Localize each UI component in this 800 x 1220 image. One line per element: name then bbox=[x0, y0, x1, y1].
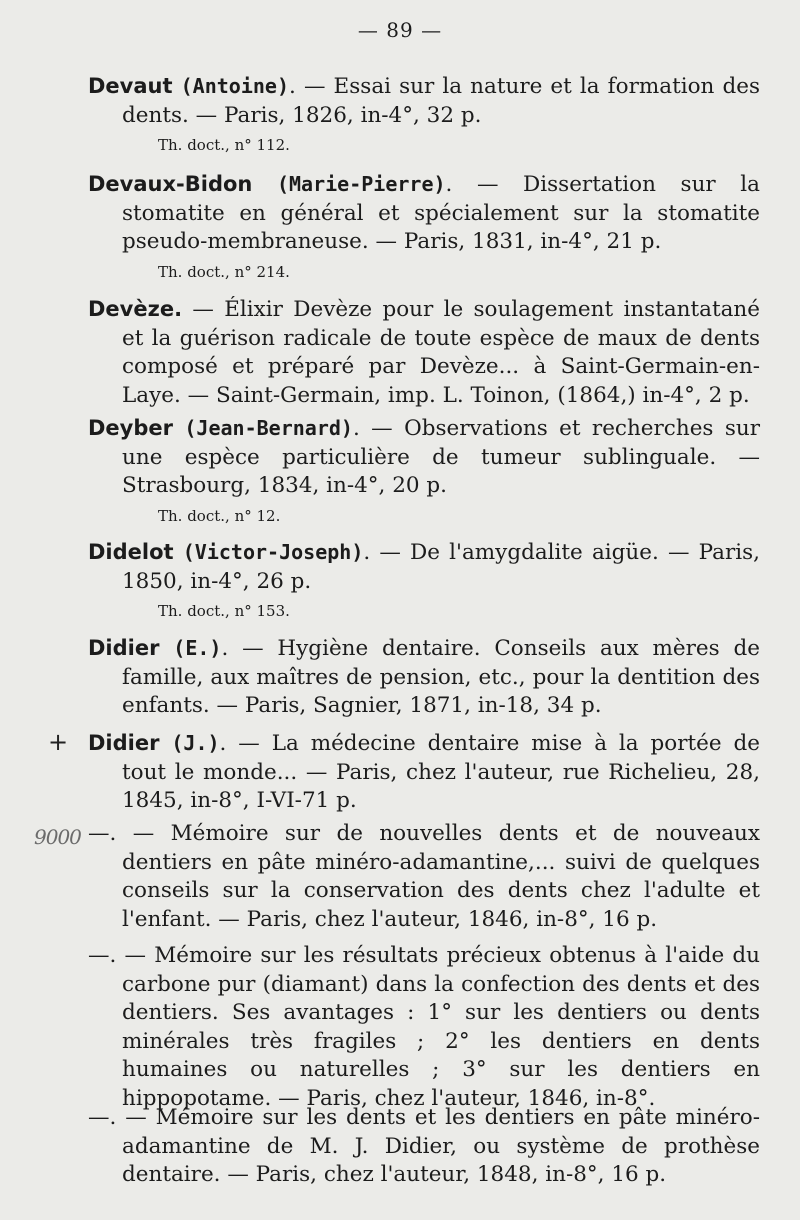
entry-text bbox=[88, 634, 760, 721]
entry-author: Didier bbox=[88, 731, 160, 755]
entry-text bbox=[88, 72, 760, 130]
bibliography-entry bbox=[88, 295, 760, 410]
entry-author-detail: (Marie-Pierre) bbox=[276, 172, 446, 196]
entry-author-detail: (J.) bbox=[171, 731, 220, 755]
entry-text bbox=[88, 942, 760, 1113]
entry-author-detail: (Jean-Bernard) bbox=[184, 416, 353, 440]
entry-author: Devaut bbox=[88, 74, 173, 98]
entry-author: Didier bbox=[88, 636, 160, 660]
entry-author: Deyber bbox=[88, 416, 173, 440]
entry-description: —. — Mémoire sur les résultats précieux obtenus à l'aide du carbone pur (diamant) dans la confection des dents et des dentiers. Ses avantages : 1° sur les dentiers ou dents minérales très fragiles ; 2° les dentiers en dents humaines ou naturelles ; 3° sur les dentiers en hippopotame. — Paris, chez l'auteur, 1846, in-8°. bbox=[88, 943, 760, 1111]
bibliography-entry bbox=[88, 820, 760, 934]
entry-note: Th. doct., n° 214. bbox=[158, 262, 290, 281]
entry-author-detail: (E.) bbox=[173, 636, 222, 660]
entry-text bbox=[88, 295, 760, 410]
entry-description: . — De l'amygdalite aigüe. — Paris, 1850, in-4°, 26 p. bbox=[122, 540, 760, 594]
bibliography-entry bbox=[88, 942, 760, 1113]
entry-description: . — Dissertation sur la stomatite en général et spécialement sur la stomatite pseudo-membraneuse. — Paris, 1831, in-4°, 21 p. bbox=[122, 172, 760, 254]
entry-description: —. — Mémoire sur de nouvelles dents et de nouveaux dentiers en pâte minéro-adamantine,... suivi de quelques conseils sur la conservation des dents chez l'adulte et l'enfant. — Paris, chez l'auteur, 1846, in-8°, 16 p. bbox=[88, 821, 760, 932]
bibliography-entry bbox=[88, 414, 760, 526]
handwritten-margin-note: 9000 bbox=[34, 825, 81, 849]
entry-text bbox=[88, 538, 760, 596]
entry-description: —. — Mémoire sur les dents et les dentiers en pâte minéro-adamantine de M. J. Didier, ou système de prothèse dentaire. — Paris, chez l'auteur, 1848, in-8°, 16 p. bbox=[88, 1105, 760, 1187]
entry-description: — Élixir Devèze pour le soulagement instantatané et la guérison radicale de toute espèce de maux de dents composé et préparé par Devèze... à Saint-Germain-en-Laye. — Saint-Germain, imp. L. Toinon, (1864,) in-4°, 2 p. bbox=[122, 297, 760, 408]
entry-text bbox=[88, 820, 760, 934]
entry-note: Th. doct., n° 153. bbox=[158, 602, 290, 620]
entry-author: Didelot bbox=[88, 540, 174, 564]
entry-author: Devèze. bbox=[88, 297, 183, 321]
entry-text bbox=[88, 1104, 760, 1190]
entry-text bbox=[88, 414, 760, 501]
margin-plus-mark: + bbox=[48, 728, 69, 756]
entry-description: . — Essai sur la nature et la formation des dents. — Paris, 1826, in-4°, 32 p. bbox=[122, 74, 760, 128]
entry-description: . — Observations et recherches sur une espèce particulière de tumeur sublinguale. — Strasbourg, 1834, in-4°, 20 p. bbox=[122, 416, 760, 498]
entry-note: Th. doct., n° 12. bbox=[158, 506, 281, 525]
entry-description: . — La médecine dentaire mise à la portée de tout le monde... — Paris, chez l'auteur, rue Richelieu, 28, 1845, in-8°, I-VI-71 p. bbox=[122, 731, 760, 813]
entry-text bbox=[88, 170, 760, 257]
bibliography-entry bbox=[88, 729, 760, 816]
entry-description: . — Hygiène dentaire. Conseils aux mères de famille, aux maîtres de pension, etc., pour la dentition des enfants. — Paris, Sagnier, 1871, in-18, 34 p. bbox=[122, 636, 760, 718]
entry-note: Th. doct., n° 112. bbox=[158, 136, 290, 154]
bibliography-entry bbox=[88, 72, 760, 155]
entry-author-detail: (Antoine) bbox=[180, 74, 290, 98]
bibliography-entry bbox=[88, 170, 760, 282]
bibliography-entry bbox=[88, 538, 760, 621]
page-number: — 89 — bbox=[357, 18, 443, 42]
bibliography-entry bbox=[88, 634, 760, 721]
entry-author: Devaux-Bidon bbox=[88, 172, 253, 196]
entry-text bbox=[88, 729, 760, 816]
bibliography-entry bbox=[88, 1104, 760, 1190]
entry-author-detail: (Victor-Joseph) bbox=[182, 540, 364, 564]
